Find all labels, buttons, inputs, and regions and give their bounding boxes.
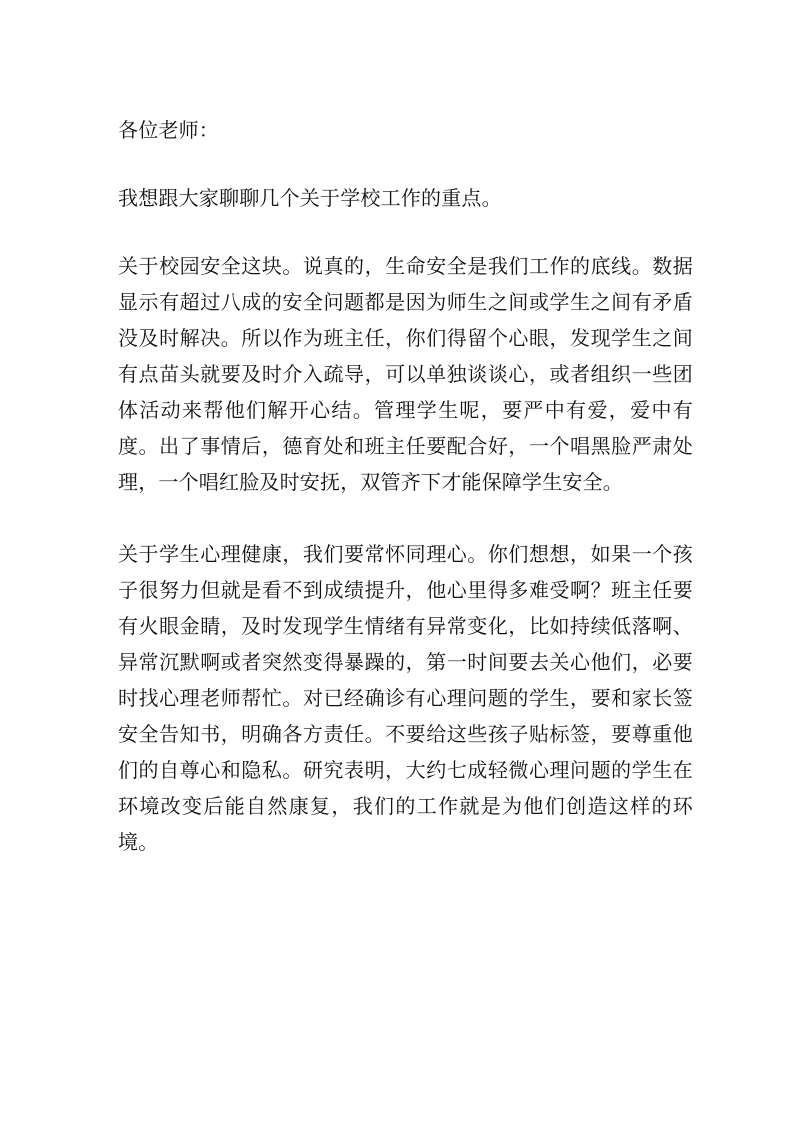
intro-paragraph: 我想跟大家聊聊几个关于学校工作的重点。 — [118, 186, 502, 210]
greeting: 各位老师： — [118, 118, 219, 142]
paragraph-mental-health: 关于学生心理健康，我们要常怀同理心。你们想想，如果一个孩子很努力但就是看不到成绩提升，他心里得多难受啊？班主任要有火眼金睛，及时发现学生情绪有异常变化，比如持续低落啊、异常沉默啊或者突然变得暴躁的，第一时间要去关心他们，必要时找心理老师帮忙。对已经确诊有心理问题的学生，要和家长签安全告知书，明确各方责任。不要给这些孩子贴标签，要尊重他们的自尊心和隐私。研究表明，大约七成轻微心理问题的学生在环境改变后能自然康复，我们的工作就是为他们创造这样的环境。 — [118, 542, 693, 854]
document-page — [118, 112, 693, 896]
paragraph-campus-safety: 关于校园安全这块。说真的，生命安全是我们工作的底线。数据显示有超过八成的安全问题都是因为师生之间或学生之间有矛盾没及时解决。所以作为班主任，你们得留个心眼，发现学生之间有点苗头就要及时介入疏导，可以单独谈谈心，或者组织一些团体活动来帮他们解开心结。管理学生呢，要严中有爱，爱中有度。出了事情后，德育处和班主任要配合好，一个唱黑脸严肃处理，一个唱红脸及时安抚，双管齐下才能保障学生安全。 — [118, 254, 693, 494]
